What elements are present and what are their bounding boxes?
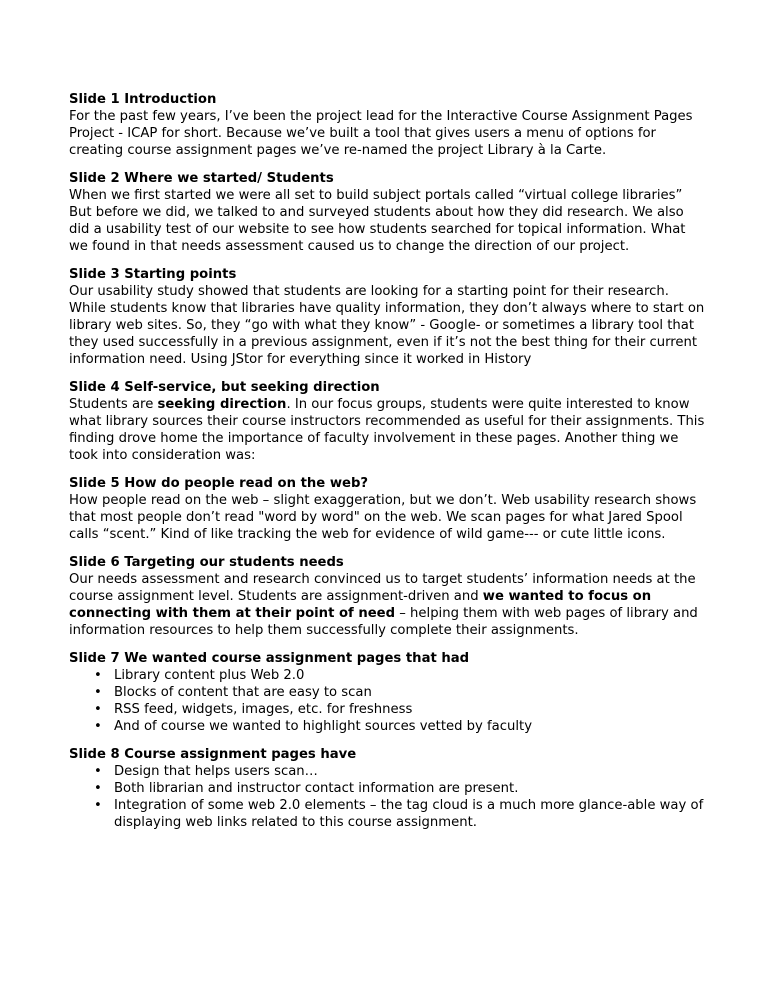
- slide-2-title: Slide 2 Where we started/ Students: [69, 171, 334, 186]
- slide-3-text: Our usability study showed that students are looking for a starting point for their research. While students know that libraries have quality information, they don’t always where to start on library web sites. So, they “go with what they know” - Google- or sometimes a library tool that they used successfully in a previous assignment, even if it’s not the best thing for their current information need. Using JStor for everything since it worked in History: [69, 284, 705, 367]
- slide-6-text-end: – helping them with web pages of library and information resources to help them successfully complete their assignments.: [69, 606, 698, 638]
- slide-1-section: [69, 91, 708, 159]
- slide-7-section: [69, 650, 708, 735]
- slide-3-section: [69, 266, 708, 368]
- list-item: • Design that helps users scan…: [102, 763, 708, 780]
- slide-7-bullet-list: [69, 667, 708, 735]
- list-item: • And of course we wanted to highlight sources vetted by faculty: [102, 718, 708, 735]
- slide-6-title: Slide 6 Targeting our students needs: [69, 555, 344, 570]
- slide-8-section: [69, 746, 708, 831]
- slide-4-emphasis: seeking direction: [157, 397, 287, 412]
- slide-5-text: How people read on the web – slight exaggeration, but we don’t. Web usability research shows that most people don’t read "word by word" on the web. We scan pages for what Jared Spool calls “scent.” Kind of like tracking the web for evidence of wild game--- or cute little icons.: [69, 493, 697, 542]
- list-item: • Both librarian and instructor contact information are present.: [102, 780, 708, 797]
- slide-3-title: Slide 3 Starting points: [69, 267, 237, 282]
- slide-5-section: [69, 475, 708, 543]
- slide-4-text-start: Students are: [69, 397, 158, 412]
- slide-1-title: Slide 1 Introduction: [69, 92, 217, 107]
- slide-6-section: [69, 554, 708, 639]
- slide-8-bullet-list: [69, 763, 708, 831]
- slide-2-text: When we first started we were all set to build subject portals called “virtual college libraries” But before we did, we talked to and surveyed students about how they did research. We also did a usability test of our website to see how students searched for topical information. What we found in that needs assessment caused us to change the direction of our project.: [69, 188, 686, 254]
- slide-6-emphasis: we wanted to focus on connecting with them at their point of need: [69, 589, 652, 621]
- slide-8-title: Slide 8 Course assignment pages have: [69, 747, 357, 762]
- list-item: • Integration of some web 2.0 elements – the tag cloud is a much more glance-able way of displaying web links related to this course assignment.: [102, 797, 708, 831]
- slide-4-section: [69, 379, 708, 464]
- list-item: • Library content plus Web 2.0: [102, 667, 708, 684]
- slide-6-text: [69, 571, 708, 639]
- list-item: • Blocks of content that are easy to scan: [102, 684, 708, 701]
- slide-5-title: Slide 5 How do people read on the web?: [69, 476, 369, 491]
- slide-6-text-start: Our needs assessment and research convinced us to target students’ information needs at the course assignment level. Students are assignment-driven and: [69, 572, 696, 604]
- slide-4-title: Slide 4 Self-service, but seeking direction: [69, 380, 380, 395]
- slide-4-text: [69, 396, 708, 464]
- list-item: • RSS feed, widgets, images, etc. for freshness: [102, 701, 708, 718]
- slide-7-title: Slide 7 We wanted course assignment pages that had: [69, 651, 470, 666]
- slide-2-section: [69, 170, 708, 255]
- slide-4-text-end: . In our focus groups, students were quite interested to know what library sources their course instructors recommended as useful for their assignments. This finding drove home the importance of faculty involvement in these pages. Another thing we took into consideration was:: [69, 397, 705, 463]
- slide-1-text: For the past few years, I’ve been the project lead for the Interactive Course Assignment Pages Project - ICAP for short. Because we’ve built a tool that gives users a menu of options for creating course assignment pages we’ve re-named the project Library à la Carte.: [69, 109, 693, 158]
